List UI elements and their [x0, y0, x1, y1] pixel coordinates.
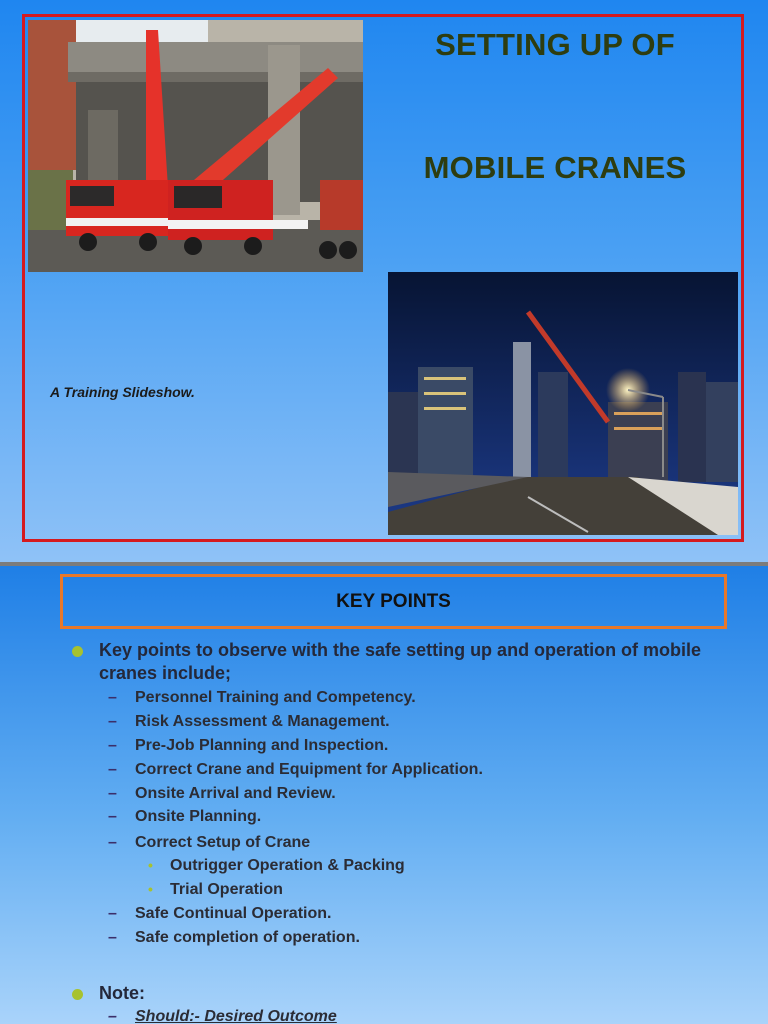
sub-bullet-icon: • [148, 857, 153, 873]
dash-icon: – [108, 761, 117, 778]
dash-icon: – [108, 785, 117, 802]
night-city-photo [388, 272, 738, 535]
intro-text: Key points to observe with the safe setting up and operation of mobile cranes include; [99, 640, 702, 683]
dash-icon: – [108, 1008, 117, 1024]
note-bullet [72, 982, 722, 1006]
dash-icon: – [108, 834, 117, 851]
list-item-text: Onsite Arrival and Review. [135, 785, 336, 802]
key-points-slide [0, 566, 768, 1024]
sub-list-item-text: Trial Operation [170, 881, 283, 898]
list-item-text: Risk Assessment & Management. [135, 713, 390, 730]
title-line-1: SETTING UP OF [435, 27, 675, 62]
dash-icon: – [108, 929, 117, 946]
list-item-text: Onsite Planning. [135, 808, 262, 825]
dash-icon: – [108, 713, 117, 730]
subtitle: A Training Slideshow. [50, 384, 195, 400]
list-item-text: Safe completion of operation. [135, 929, 360, 946]
title-line-2: MOBILE CRANES [423, 150, 687, 185]
list-item-text: Pre-Job Planning and Inspection. [135, 737, 389, 754]
dash-icon: – [108, 905, 117, 922]
dash-icon: – [108, 689, 117, 706]
list-item-text: Personnel Training and Competency. [135, 689, 416, 706]
note-label: Note: [99, 983, 145, 1003]
dash-icon: – [108, 737, 117, 754]
note-item-text: Should:- Desired Outcome [135, 1008, 337, 1024]
bullet-dot-icon [72, 989, 83, 1000]
list-item-text: Safe Continual Operation. [135, 905, 332, 922]
list-item-text: Correct Crane and Equipment for Application. [135, 761, 483, 778]
bullet-dot-icon [72, 646, 83, 657]
cranes-photo [28, 20, 363, 272]
key-points-heading: KEY POINTS [60, 574, 727, 629]
sub-bullet-icon: • [148, 881, 153, 897]
sub-list-item-text: Outrigger Operation & Packing [170, 857, 405, 874]
list-item-text: Correct Setup of Crane [135, 834, 311, 851]
intro-bullet [72, 639, 722, 689]
dash-icon: – [108, 808, 117, 825]
